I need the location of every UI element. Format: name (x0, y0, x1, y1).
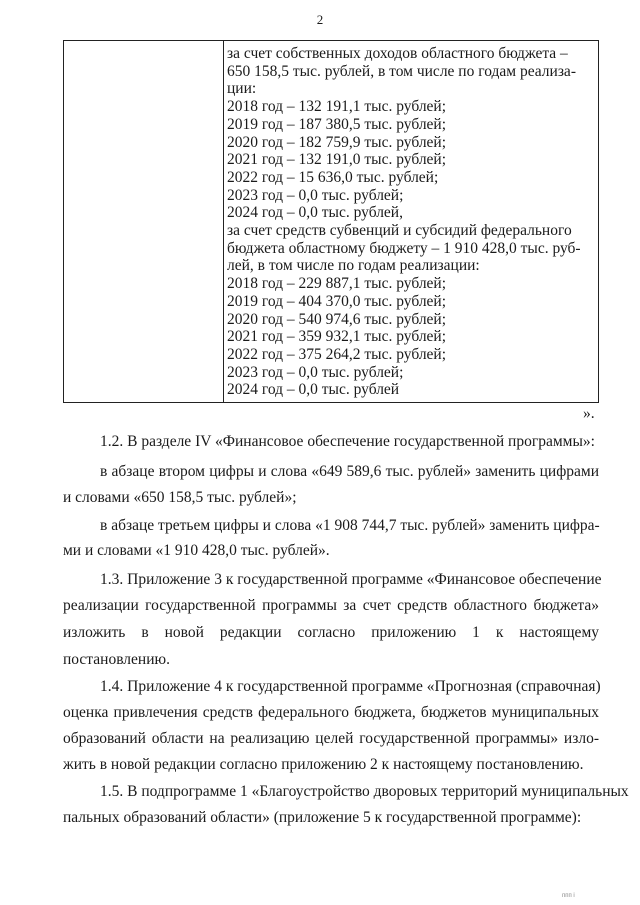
table-line: 2018 год – 132 191,1 тыс. рублей; (227, 98, 447, 116)
table-line: 2021 год – 359 932,1 тыс. рублей; (227, 328, 447, 346)
paragraph-line: и словами «650 158,5 тыс. рублей»; (63, 489, 297, 506)
paragraph-line: ми и словами «1 910 428,0 тыс. рублей». (63, 542, 330, 559)
funding-table (63, 40, 599, 403)
table-line: бюджета областному бюджету – 1 910 428,0 тыс. руб- (227, 239, 581, 257)
table-line: 2021 год – 132 191,0 тыс. рублей; (227, 151, 447, 169)
table-line: 2019 год – 404 370,0 тыс. рублей; (227, 292, 447, 310)
paragraph-line: образований области на реализацию целей государственной программы» изло- (63, 730, 599, 747)
table-line: 650 158,5 тыс. рублей, в том числе по годам реализа- (227, 62, 576, 80)
table-line: 2020 год – 540 974,6 тыс. рублей; (227, 310, 447, 328)
table-line: 2022 год – 15 636,0 тыс. рублей; (227, 168, 439, 186)
item-1-3-heading: 1.3. Приложение 3 к государственной программе «Финансовое обеспечение (100, 571, 602, 588)
table-line: лей, в том числе по годам реализации: (227, 257, 480, 275)
table-line: 2018 год – 229 887,1 тыс. рублей; (227, 275, 447, 293)
item-1-5-heading: 1.5. В подпрограмме 1 «Благоустройство дворовых территорий муниципальных (100, 783, 629, 800)
table-line: 2023 год – 0,0 тыс. рублей; (227, 186, 404, 204)
table-line: 2020 год – 182 759,9 тыс. рублей; (227, 133, 447, 151)
table-line: за счет средств субвенций и субсидий федерального (227, 222, 572, 240)
paragraph-line: пальных образований области» (приложение 5 к государственной программе): (63, 809, 582, 826)
paragraph-line: в абзаце третьем цифры и слова «1 908 744,7 тыс. рублей» заменить цифра- (100, 517, 600, 534)
table-line: 2022 год – 375 264,2 тыс. рублей; (227, 345, 447, 363)
table-line: 2019 год – 187 380,5 тыс. рублей; (227, 115, 447, 133)
table-line: 2024 год – 0,0 тыс. рублей (227, 381, 400, 399)
page-number: 2 (316, 12, 324, 27)
paragraph-line: оценка привлечения средств федерального бюджета, бюджетов муниципальных (63, 704, 599, 721)
paragraph-line: изложить в новой редакции согласно приложению 1 к настоящему (63, 624, 599, 641)
paragraph-line: постановлению. (63, 651, 170, 668)
paragraph-line: в абзаце втором цифры и слова «649 589,6 тыс. рублей» заменить цифрами (100, 463, 599, 480)
item-1-4-heading: 1.4. Приложение 4 к государственной программе «Прогнозная (справочная) (100, 678, 601, 695)
table-line: 2023 год – 0,0 тыс. рублей; (227, 363, 404, 381)
paragraph-line: жить в новой редакции согласно приложению 2 к настоящему постановлению. (63, 756, 584, 773)
paragraph-line: реализации государственной программы за счет средств областного бюджета» (63, 597, 599, 614)
table-line: ции: (227, 80, 257, 98)
table-column-divider (223, 41, 224, 402)
closing-quote: ». (583, 405, 595, 422)
item-1-2-heading: 1.2. В разделе IV «Финансовое обеспечение государственной программы»: (100, 433, 595, 450)
table-line: 2024 год – 0,0 тыс. рублей, (227, 204, 403, 222)
footer-mark: ппп і (562, 893, 575, 899)
funding-details-cell (227, 45, 594, 399)
table-line: за счет собственных доходов областного бюджета – (227, 45, 568, 62)
